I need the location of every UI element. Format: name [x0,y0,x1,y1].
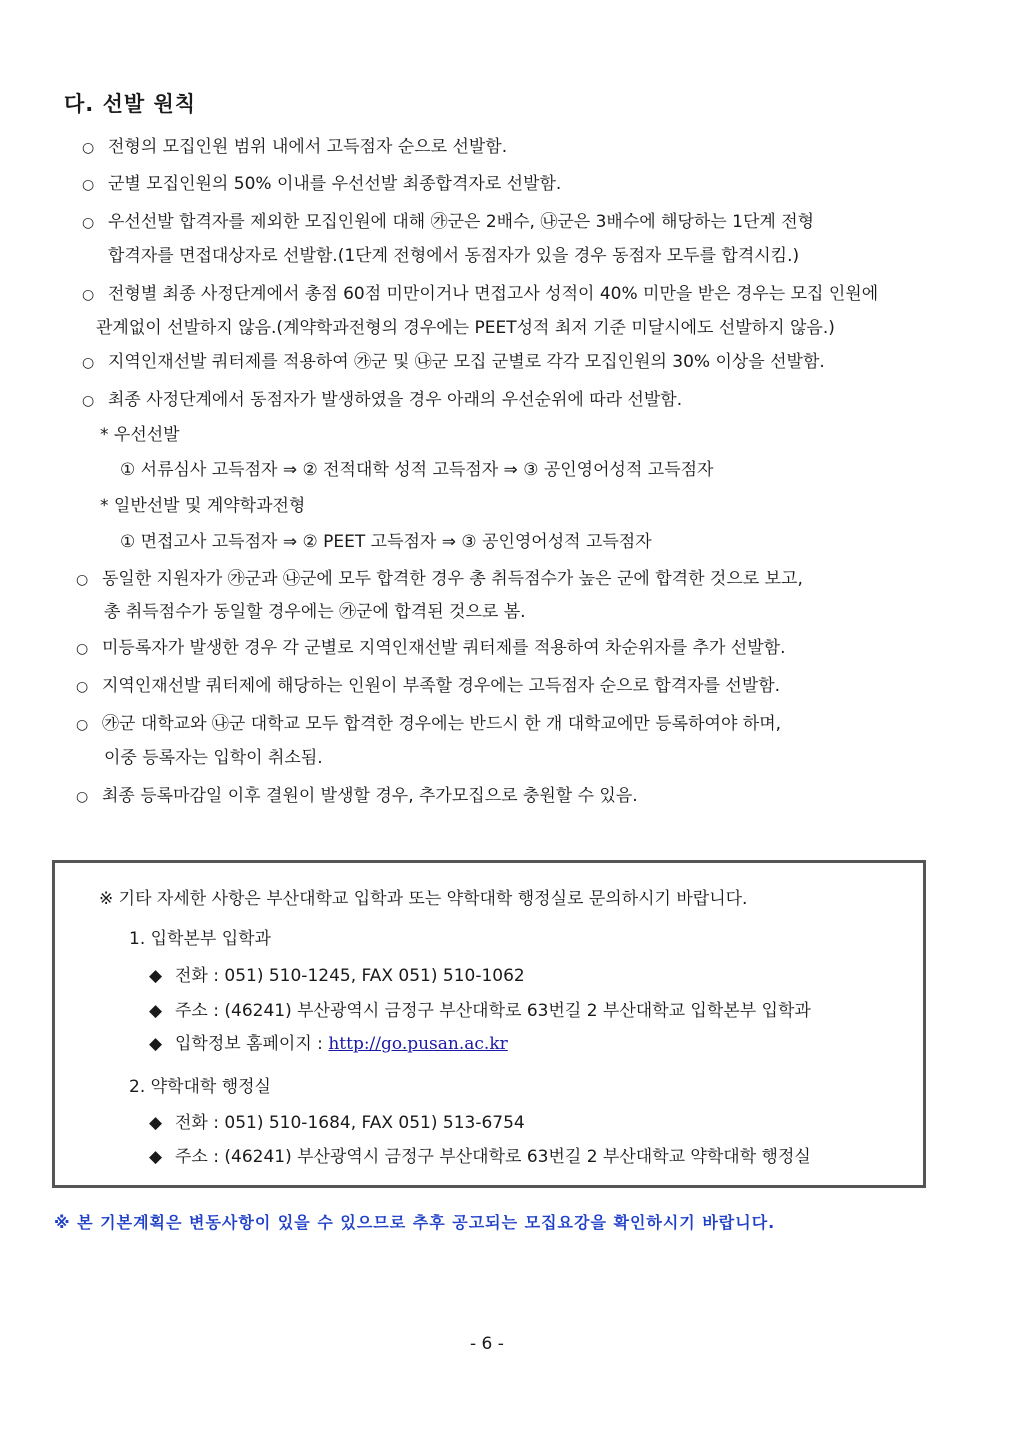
list-item-continuation: 총 취득점수가 동일할 경우에는 ㉮군에 합격된 것으로 봄. [104,602,526,622]
bullet-icon: ○ [82,393,95,409]
list-item: ○ 지역인재선발 쿼터제에 해당하는 인원이 부족할 경우에는 고득점자 순으로 합격자를 선발함. [76,674,780,699]
list-item: ○ 전형별 최종 사정단계에서 총점 60점 미만이거나 면접고사 성적이 40% 미만을 받은 경우는 모집 인원에 [82,282,878,307]
contact-section-title: 2. 약학대학 행정실 [129,1077,271,1097]
contact-phone: ◆ 전화 : 051) 510-1245, FAX 051) 510-1062 [149,966,525,986]
list-item-continuation: 이중 등록자는 입학이 취소됨. [104,748,323,768]
sub-heading: * 일반선발 및 계약학과전형 [100,496,306,516]
section-heading: 다. 선발 원칙 [64,92,197,116]
list-item: ○ 최종 사정단계에서 동점자가 발생하였을 경우 아래의 우선순위에 따라 선발함. [82,388,682,413]
contact-address: ◆ 주소 : (46241) 부산광역시 금정구 부산대학로 63번길 2 부산대학교 약학대학 행정실 [149,1147,811,1167]
list-item: ○ 전형의 모집인원 범위 내에서 고득점자 순으로 선발함. [82,135,507,160]
diamond-icon: ◆ [149,1147,163,1167]
notice-text: ※ 본 기본계획은 변동사항이 있을 수 있으므로 추후 공고되는 모집요강을 확인하시기 바랍니다. [54,1213,776,1232]
diamond-icon: ◆ [149,1001,163,1021]
homepage-link[interactable]: http://go.pusan.ac.kr [328,1034,508,1054]
bullet-icon: ○ [82,287,95,303]
list-item: ○ 미등록자가 발생한 경우 각 군별로 지역인재선발 쿼터제를 적용하여 차순위자를 추가 선발함. [76,636,785,661]
bullet-icon: ○ [82,215,95,231]
contact-address: ◆ 주소 : (46241) 부산광역시 금정구 부산대학로 63번길 2 부산대학교 입학본부 입학과 [149,1001,811,1021]
list-item: ○ 지역인재선발 쿼터제를 적용하여 ㉮군 및 ㉯군 모집 군별로 각각 모집인원의 30% 이상을 선발함. [82,350,825,375]
contact-intro: ※ 기타 자세한 사항은 부산대학교 입학과 또는 약학대학 행정실로 문의하시기 바랍니다. [99,889,748,909]
priority-order: ① 면접고사 고득점자 ⇒ ② PEET 고득점자 ⇒ ③ 공인영어성적 고득점자 [120,532,652,552]
contact-info-box [52,860,926,1188]
bullet-icon: ○ [76,641,89,657]
list-item: ○ 군별 모집인원의 50% 이내를 우선선발 최종합격자로 선발함. [82,172,561,197]
list-item-continuation: 관계없이 선발하지 않음.(계약학과전형의 경우에는 PEET성적 최저 기준 미달시에도 선발하지 않음.) [96,318,835,338]
contact-phone: ◆ 전화 : 051) 510-1684, FAX 051) 513-6754 [149,1113,525,1133]
list-item: ○ 최종 등록마감일 이후 결원이 발생할 경우, 추가모집으로 충원할 수 있음. [76,784,638,809]
page-number: - 6 - [470,1334,504,1354]
diamond-icon: ◆ [149,966,163,986]
contact-section-title: 1. 입학본부 입학과 [129,929,271,949]
bullet-icon: ○ [82,177,95,193]
priority-order: ① 서류심사 고득점자 ⇒ ② 전적대학 성적 고득점자 ⇒ ③ 공인영어성적 고득점자 [120,460,714,480]
bullet-icon: ○ [82,355,95,371]
diamond-icon: ◆ [149,1113,163,1133]
list-item: ○ ㉮군 대학교와 ㉯군 대학교 모두 합격한 경우에는 반드시 한 개 대학교에만 등록하여야 하며, [76,712,781,737]
bullet-icon: ○ [76,717,89,733]
bullet-icon: ○ [82,140,95,156]
contact-homepage: ◆ 입학정보 홈페이지 : http://go.pusan.ac.kr [149,1034,508,1054]
bullet-icon: ○ [76,572,89,588]
diamond-icon: ◆ [149,1034,163,1054]
list-item: ○ 우선선발 합격자를 제외한 모집인원에 대해 ㉮군은 2배수, ㉯군은 3배수에 해당하는 1단계 전형 [82,210,814,235]
list-item: ○ 동일한 지원자가 ㉮군과 ㉯군에 모두 합격한 경우 총 취득점수가 높은 군에 합격한 것으로 보고, [76,567,803,592]
sub-heading: * 우선선발 [100,425,180,445]
list-item-continuation: 합격자를 면접대상자로 선발함.(1단계 전형에서 동점자가 있을 경우 동점자 모두를 합격시킴.) [108,246,800,266]
bullet-icon: ○ [76,789,89,805]
bullet-icon: ○ [76,679,89,695]
